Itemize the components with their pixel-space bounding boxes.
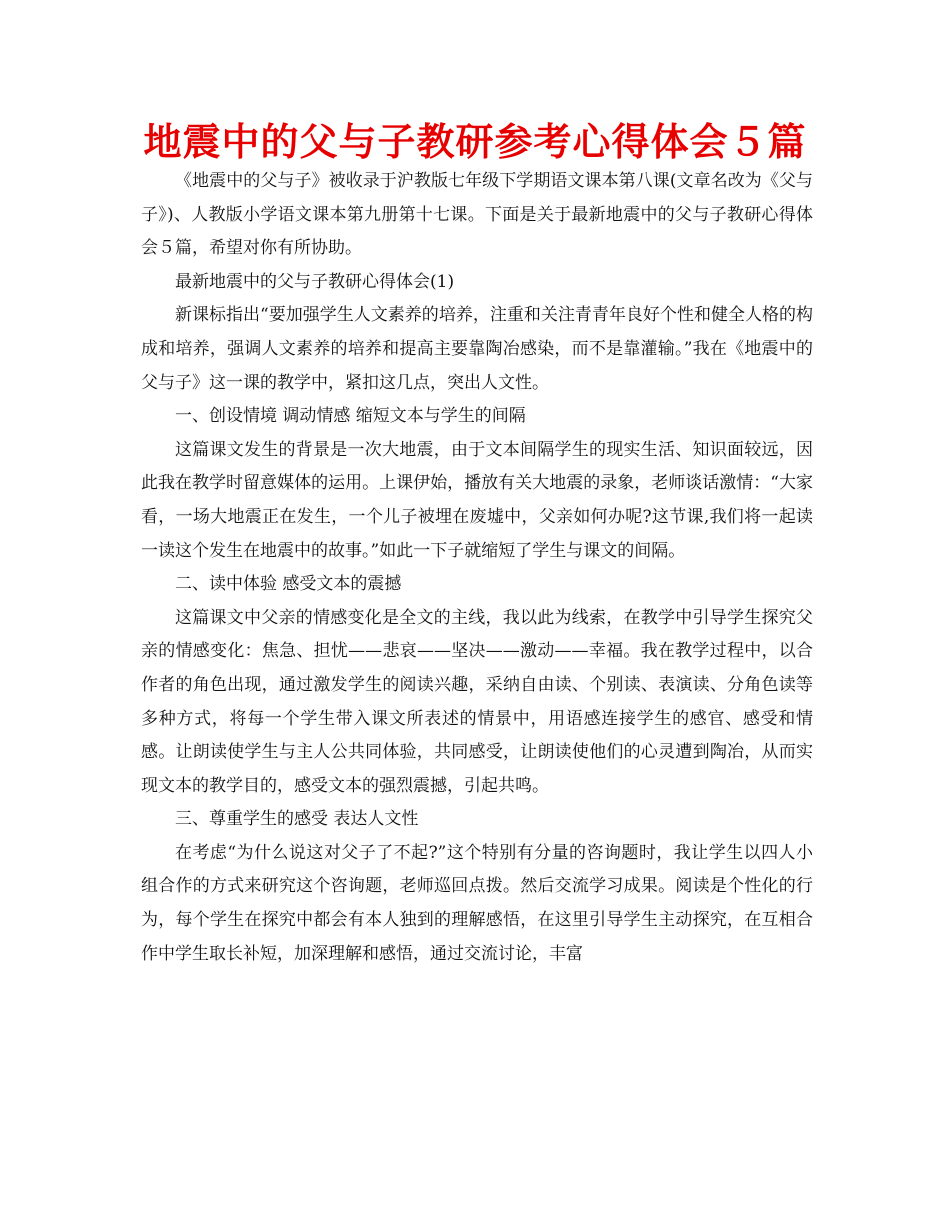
section-subtitle: 最新地震中的父与子教研心得体会(1) — [175, 271, 455, 292]
body-paragraph: 这篇课文发生的背景是一次大地震，由于文本间隔学生的现实生活、知识面较远，因此我在教学时留意媒体的运用。上课伊始，播放有关大地震的录象，老师谈话激情：“大家看，一场大地震正在发生，一个儿子被埋在废墟中，父亲如何办呢?这节课,我们将一起读一读这个发生在地震中的故事。”如此一下子就缩短了学生与课文的间隔。 — [141, 439, 813, 561]
body-paragraph: 新课标指出“要加强学生人文素养的培养，注重和关注青青年良好个性和健全人格的构成和培养，强调人文素养的培养和提高主要靠陶冶感染，而不是靠灌输。”我在《地震中的父与子》这一课的教学中，紧扣这几点，突出人文性。 — [141, 305, 813, 393]
section-heading: 三、尊重学生的感受 表达人文性 — [175, 809, 419, 830]
section-heading: 一、创设情境 调动情感 缩短文本与学生的间隔 — [175, 406, 526, 427]
body-paragraph: 在考虑“为什么说这对父子了不起?”这个特别有分量的咨询题时，我让学生以四人小组合作的方式来研究这个咨询题，老师巡回点拨。然后交流学习成果。阅读是个性化的行为，每个学生在探究中都会有本人独到的理解感悟，在这里引导学生主动探究，在互相合作中学生取长补短，加深理解和感悟，通过交流讨论，丰富 — [141, 842, 813, 964]
intro-paragraph: 《地震中的父与子》被收录于沪教版七年级下学期语文课本第八课(文章名改为《父与子》)、人教版小学语文课本第九册第十七课。下面是关于最新地震中的父与子教研心得体会５篇，希望对你有所协助。 — [141, 171, 813, 259]
section-heading: 二、读中体验 感受文本的震撼 — [175, 574, 402, 595]
body-paragraph: 这篇课文中父亲的情感变化是全文的主线，我以此为线索，在教学中引导学生探究父亲的情感变化：焦急、担忧——悲哀——坚决——激动——幸福。我在教学过程中，以合作者的角色出现，通过激发学生的阅读兴趣，采纳自由读、个别读、表演读、分角色读等多种方式，将每一个学生带入课文所表述的情景中，用语感连接学生的感官、感受和情感。让朗读使学生与主人公共同体验，共同感受，让朗读使他们的心灵遭到陶冶，从而实现文本的教学目的，感受文本的强烈震撼，引起共鸣。 — [141, 607, 813, 796]
document-body — [141, 165, 813, 971]
document-title: 地震中的父与子教研参考心得体会５篇 — [143, 120, 807, 164]
